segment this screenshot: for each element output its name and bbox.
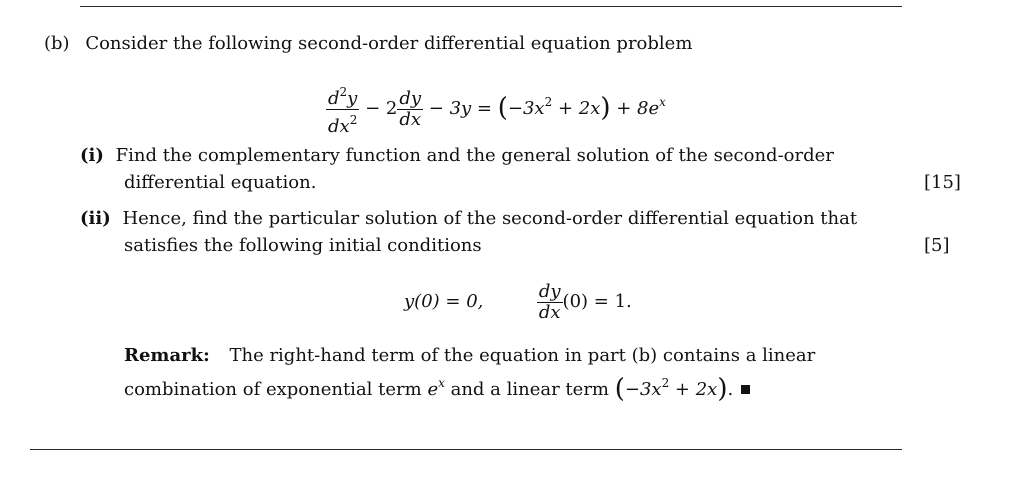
item-ii-line1: (ii) Hence, find the particular solution of the second-order differential equation that [80, 208, 858, 229]
top-rule [80, 6, 902, 7]
main-equation: $\frac{d^2y}{dx^2}$ − 2 $\frac{dy}{dx}$ − $3y = (-3x^2 + 2x) + 8e^x$ [326, 80, 666, 137]
bottom-rule [30, 449, 902, 450]
item-i-line1: (i) Find the complementary function and the general solution of the second-order [80, 145, 834, 166]
condition-derivative-fraction: $\frac{dy}{dx}$ [538, 280, 561, 323]
item-i-label: (i) [80, 145, 104, 166]
remark-label: Remark: [124, 345, 210, 366]
initial-conditions [404, 280, 632, 324]
condition-y0: y(0) = 0, [404, 291, 484, 312]
minus-two: − 2 [365, 98, 398, 119]
item-ii-marks: [5] [924, 235, 950, 256]
first-derivative-fraction: $\frac{dy}{dx}$ [399, 87, 422, 130]
second-derivative-fraction: $\frac{d^2y}{dx^2}$ [326, 82, 359, 137]
item-ii-line2: satisfies the following initial conditions [124, 235, 482, 256]
equation-rhs-a: − 3y = [428, 98, 498, 119]
remark-line2: combination of exponential term $e^x$ and a linear term $(-3x^2 + 2x)$. [124, 372, 750, 401]
item-ii-label: (ii) [80, 208, 111, 229]
condition-dy0: (0) = 1. [562, 291, 632, 312]
part-b-intro [44, 33, 692, 55]
part-b-text: Consider the following second-order differential equation problem [85, 33, 693, 54]
item-i-marks: [15] [924, 172, 961, 193]
part-b-label: (b) [44, 33, 70, 54]
end-of-proof-square-icon [741, 385, 750, 394]
remark-line1: Remark: The right-hand term of the equation in part (b) contains a linear [124, 345, 816, 366]
item-i-line2: differential equation. [124, 172, 317, 193]
